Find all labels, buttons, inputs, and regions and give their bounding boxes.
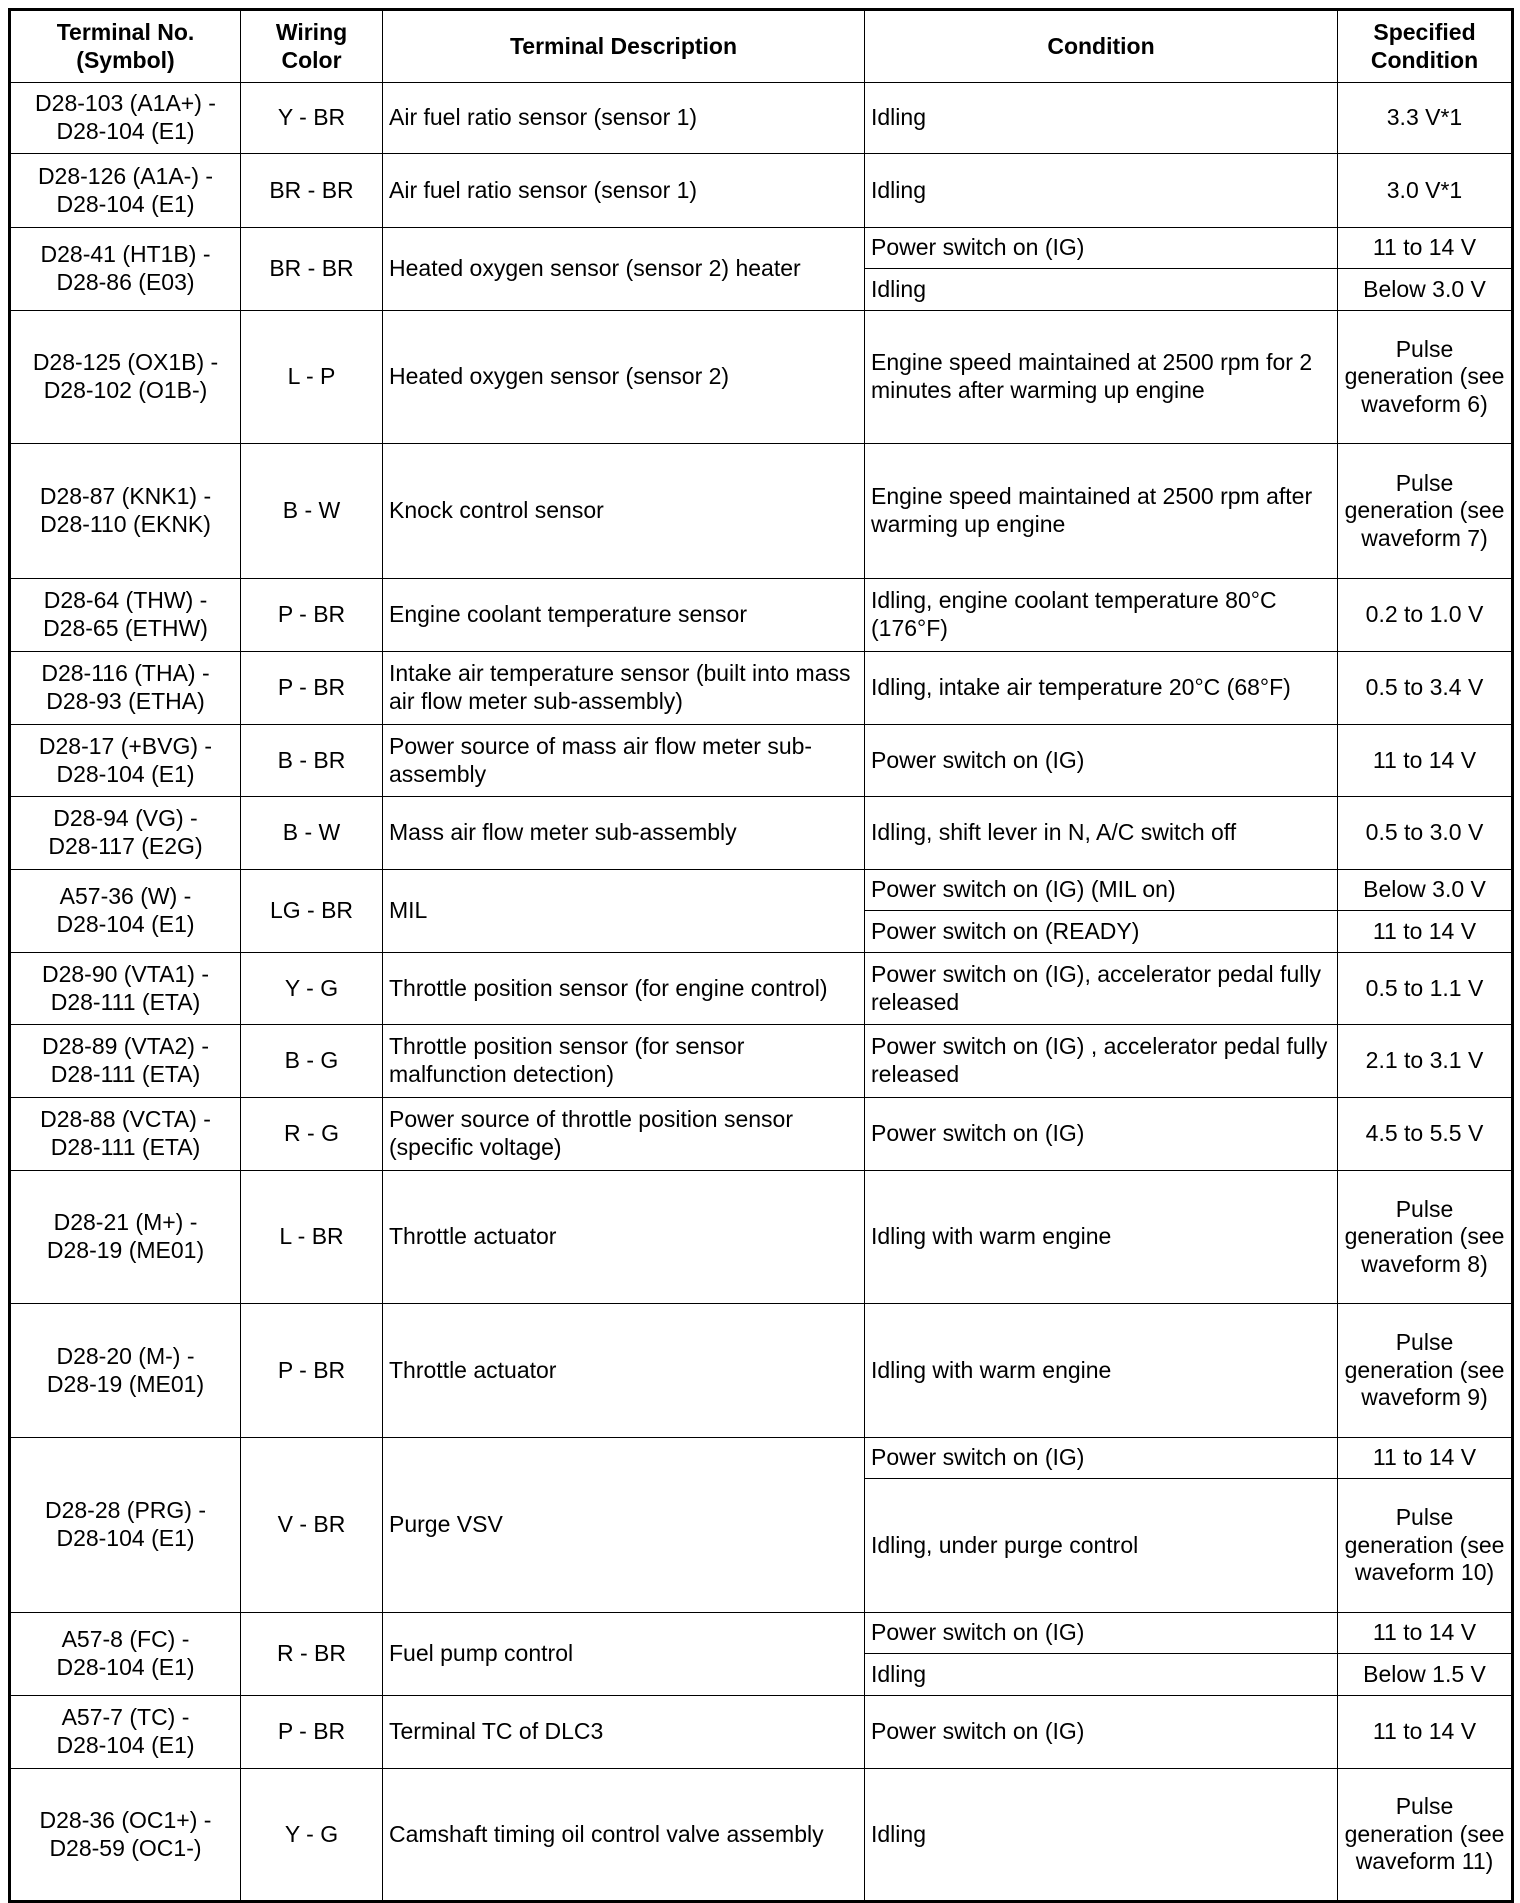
description-cell: Throttle position sensor (for engine control) xyxy=(383,953,865,1025)
spec-cell: 11 to 14 V xyxy=(1338,228,1513,269)
description-cell: Power source of mass air flow meter sub-assembly xyxy=(383,725,865,797)
condition-cell: Power switch on (IG) xyxy=(865,1098,1338,1171)
table-row xyxy=(10,1098,1513,1171)
condition-cell: Power switch on (IG) xyxy=(865,1696,1338,1769)
spec-cell: Pulse generation (see waveform 10) xyxy=(1338,1479,1513,1613)
spec-cell: 2.1 to 3.1 V xyxy=(1338,1025,1513,1098)
terminal-cell: D28-87 (KNK1) - D28-110 (EKNK) xyxy=(10,444,241,579)
terminal-cell: D28-89 (VTA2) - D28-111 (ETA) xyxy=(10,1025,241,1098)
condition-cell: Idling, under purge control xyxy=(865,1479,1338,1613)
description-cell: MIL xyxy=(383,870,865,953)
description-cell: Air fuel ratio sensor (sensor 1) xyxy=(383,83,865,154)
spec-cell: Pulse generation (see waveform 11) xyxy=(1338,1769,1513,1902)
wiring-cell: L - BR xyxy=(241,1171,383,1304)
table-row xyxy=(10,1769,1513,1902)
condition-cell: Power switch on (IG) , accelerator pedal fully released xyxy=(865,1025,1338,1098)
table-row xyxy=(10,1025,1513,1098)
condition-cell: Power switch on (READY) xyxy=(865,911,1338,953)
wiring-cell: B - G xyxy=(241,1025,383,1098)
description-cell: Throttle actuator xyxy=(383,1304,865,1438)
wiring-cell: P - BR xyxy=(241,579,383,652)
description-cell: Heated oxygen sensor (sensor 2) heater xyxy=(383,228,865,311)
condition-cell: Power switch on (IG) xyxy=(865,1438,1338,1479)
condition-cell: Engine speed maintained at 2500 rpm after warming up engine xyxy=(865,444,1338,579)
table-row xyxy=(10,1613,1513,1654)
condition-cell: Idling xyxy=(865,83,1338,154)
terminal-cell: D28-36 (OC1+) - D28-59 (OC1-) xyxy=(10,1769,241,1902)
terminal-cell: A57-7 (TC) - D28-104 (E1) xyxy=(10,1696,241,1769)
terminal-cell: A57-36 (W) - D28-104 (E1) xyxy=(10,870,241,953)
description-cell: Fuel pump control xyxy=(383,1613,865,1696)
description-cell: Throttle actuator xyxy=(383,1171,865,1304)
description-cell: Camshaft timing oil control valve assembly xyxy=(383,1769,865,1902)
wiring-cell: P - BR xyxy=(241,652,383,725)
table-row xyxy=(10,1171,1513,1304)
condition-cell: Idling, engine coolant temperature 80°C (176°F) xyxy=(865,579,1338,652)
condition-cell: Engine speed maintained at 2500 rpm for 2 minutes after warming up engine xyxy=(865,311,1338,444)
wiring-cell: P - BR xyxy=(241,1696,383,1769)
terminal-cell: D28-17 (+BVG) - D28-104 (E1) xyxy=(10,725,241,797)
wiring-cell: Y - G xyxy=(241,1769,383,1902)
condition-cell: Power switch on (IG), accelerator pedal fully released xyxy=(865,953,1338,1025)
wiring-cell: Y - G xyxy=(241,953,383,1025)
wiring-cell: B - W xyxy=(241,444,383,579)
terminal-cell: D28-90 (VTA1) - D28-111 (ETA) xyxy=(10,953,241,1025)
terminal-cell: D28-20 (M-) - D28-19 (ME01) xyxy=(10,1304,241,1438)
spec-cell: 0.5 to 1.1 V xyxy=(1338,953,1513,1025)
condition-cell: Power switch on (IG) xyxy=(865,725,1338,797)
description-cell: Knock control sensor xyxy=(383,444,865,579)
spec-cell: 0.5 to 3.4 V xyxy=(1338,652,1513,725)
spec-cell: 11 to 14 V xyxy=(1338,1613,1513,1654)
spec-cell: Below 3.0 V xyxy=(1338,269,1513,311)
table-row xyxy=(10,652,1513,725)
condition-cell: Idling xyxy=(865,269,1338,311)
table-row xyxy=(10,579,1513,652)
header-condition: Condition xyxy=(865,10,1338,83)
terminal-cell: D28-21 (M+) - D28-19 (ME01) xyxy=(10,1171,241,1304)
terminal-cell: D28-125 (OX1B) - D28-102 (O1B-) xyxy=(10,311,241,444)
terminal-cell: A57-8 (FC) - D28-104 (E1) xyxy=(10,1613,241,1696)
terminal-cell: D28-88 (VCTA) - D28-111 (ETA) xyxy=(10,1098,241,1171)
condition-cell: Power switch on (IG) xyxy=(865,228,1338,269)
description-cell: Air fuel ratio sensor (sensor 1) xyxy=(383,154,865,228)
table-row xyxy=(10,870,1513,911)
terminal-cell: D28-94 (VG) - D28-117 (E2G) xyxy=(10,797,241,870)
condition-cell: Idling xyxy=(865,1654,1338,1696)
table-row xyxy=(10,1304,1513,1438)
spec-cell: Pulse generation (see waveform 6) xyxy=(1338,311,1513,444)
table-row xyxy=(10,444,1513,579)
spec-cell: 11 to 14 V xyxy=(1338,725,1513,797)
wiring-cell: R - BR xyxy=(241,1613,383,1696)
spec-cell: Pulse generation (see waveform 8) xyxy=(1338,1171,1513,1304)
table-row xyxy=(10,228,1513,269)
condition-cell: Idling xyxy=(865,154,1338,228)
header-specified: Specified Condition xyxy=(1338,10,1513,83)
condition-cell: Idling with warm engine xyxy=(865,1304,1338,1438)
spec-cell: 0.2 to 1.0 V xyxy=(1338,579,1513,652)
table-row xyxy=(10,311,1513,444)
spec-cell: Below 3.0 V xyxy=(1338,870,1513,911)
terminal-cell: D28-116 (THA) - D28-93 (ETHA) xyxy=(10,652,241,725)
table-row xyxy=(10,797,1513,870)
description-cell: Heated oxygen sensor (sensor 2) xyxy=(383,311,865,444)
spec-cell: 0.5 to 3.0 V xyxy=(1338,797,1513,870)
wiring-cell: Y - BR xyxy=(241,83,383,154)
terminal-table xyxy=(8,8,1514,1903)
spec-cell: 11 to 14 V xyxy=(1338,911,1513,953)
wiring-cell: B - W xyxy=(241,797,383,870)
header-row xyxy=(10,10,1513,83)
spec-cell: 3.3 V*1 xyxy=(1338,83,1513,154)
terminal-cell: D28-64 (THW) - D28-65 (ETHW) xyxy=(10,579,241,652)
condition-cell: Idling with warm engine xyxy=(865,1171,1338,1304)
condition-cell: Idling xyxy=(865,1769,1338,1902)
description-cell: Intake air temperature sensor (built into mass air flow meter sub-assembly) xyxy=(383,652,865,725)
description-cell: Purge VSV xyxy=(383,1438,865,1613)
table-row xyxy=(10,154,1513,228)
wiring-cell: B - BR xyxy=(241,725,383,797)
wiring-cell: L - P xyxy=(241,311,383,444)
spec-cell: Below 1.5 V xyxy=(1338,1654,1513,1696)
condition-cell: Idling, shift lever in N, A/C switch off xyxy=(865,797,1338,870)
terminal-cell: D28-41 (HT1B) - D28-86 (E03) xyxy=(10,228,241,311)
header-description: Terminal Description xyxy=(383,10,865,83)
description-cell: Terminal TC of DLC3 xyxy=(383,1696,865,1769)
spec-cell: Pulse generation (see waveform 7) xyxy=(1338,444,1513,579)
description-cell: Engine coolant temperature sensor xyxy=(383,579,865,652)
wiring-cell: LG - BR xyxy=(241,870,383,953)
terminal-cell: D28-103 (A1A+) - D28-104 (E1) xyxy=(10,83,241,154)
header-wiring-color: Wiring Color xyxy=(241,10,383,83)
wiring-cell: V - BR xyxy=(241,1438,383,1613)
spec-cell: Pulse generation (see waveform 9) xyxy=(1338,1304,1513,1438)
table-row xyxy=(10,725,1513,797)
terminal-cell: D28-28 (PRG) - D28-104 (E1) xyxy=(10,1438,241,1613)
spec-cell: 11 to 14 V xyxy=(1338,1438,1513,1479)
terminal-cell: D28-126 (A1A-) - D28-104 (E1) xyxy=(10,154,241,228)
table-row xyxy=(10,953,1513,1025)
table-row xyxy=(10,1696,1513,1769)
wiring-cell: P - BR xyxy=(241,1304,383,1438)
spec-cell: 11 to 14 V xyxy=(1338,1696,1513,1769)
description-cell: Power source of throttle position sensor (specific voltage) xyxy=(383,1098,865,1171)
wiring-cell: BR - BR xyxy=(241,154,383,228)
table-row xyxy=(10,1438,1513,1479)
table-row xyxy=(10,83,1513,154)
spec-cell: 4.5 to 5.5 V xyxy=(1338,1098,1513,1171)
header-terminal: Terminal No. (Symbol) xyxy=(10,10,241,83)
description-cell: Mass air flow meter sub-assembly xyxy=(383,797,865,870)
condition-cell: Power switch on (IG) xyxy=(865,1613,1338,1654)
condition-cell: Idling, intake air temperature 20°C (68°F) xyxy=(865,652,1338,725)
spec-cell: 3.0 V*1 xyxy=(1338,154,1513,228)
condition-cell: Power switch on (IG) (MIL on) xyxy=(865,870,1338,911)
wiring-cell: R - G xyxy=(241,1098,383,1171)
description-cell: Throttle position sensor (for sensor malfunction detection) xyxy=(383,1025,865,1098)
wiring-cell: BR - BR xyxy=(241,228,383,311)
